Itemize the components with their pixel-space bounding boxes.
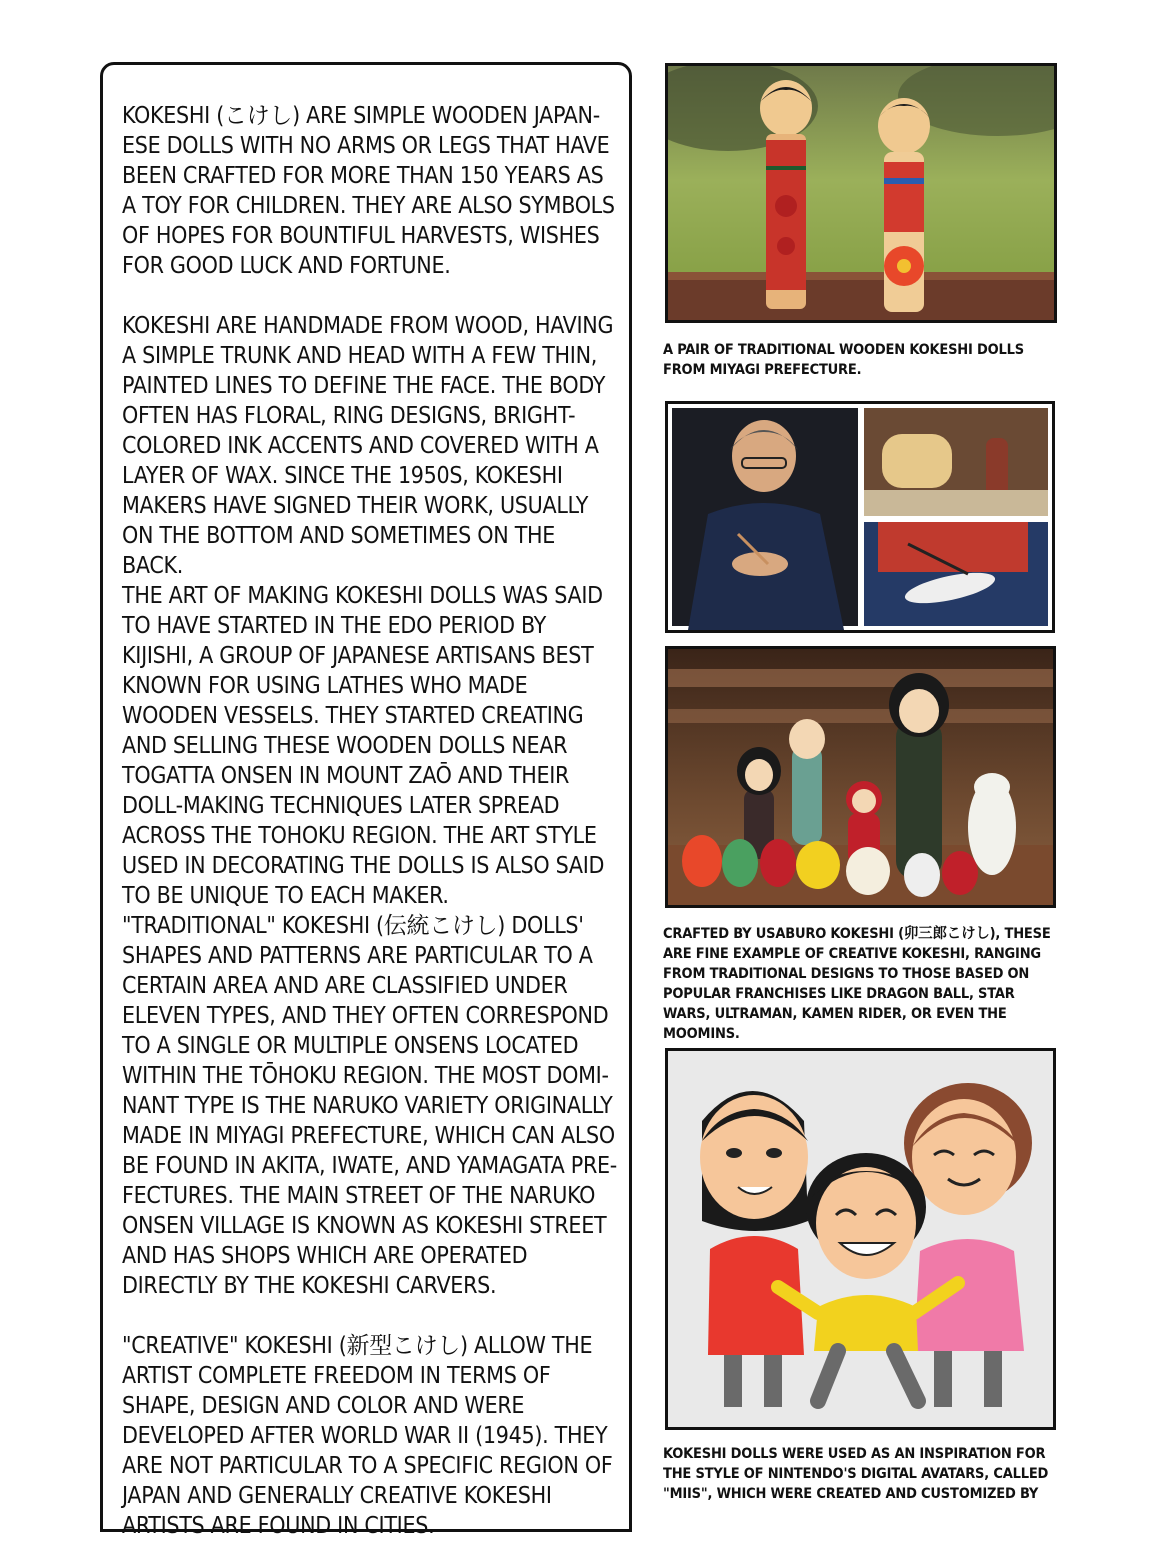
article-text-panel — [100, 62, 632, 1539]
mii-avatars-illustration — [668, 1051, 1053, 1427]
photo-traditional-kokeshi-pair — [665, 63, 1057, 323]
photo-caption: CRAFTED BY USABURO KOKESHI (卯三郎こけし), THESE ARE FINE EXAMPLE OF CREATIVE KOKESHI, RANGING FROM TRADITIONAL DESIGNS TO THOSE BASED ON POPULAR FRANCHISES LIKE DRAGON BALL, STAR WARS, ULTRAMAN, KAMEN RIDER, OR EVEN THE MOOMINS. — [663, 926, 1051, 1042]
creative-kokeshi-illustration — [668, 649, 1053, 905]
article-paragraph: "TRADITIONAL" KOKESHI (伝統こけし) DOLLS' SHAPES AND PATTERNS ARE PARTICULAR TO A CERTAIN AREA AND ARE CLASSIFIED UNDER ELEVEN TYPES, AND THEY OFTEN CORRESPOND TO A SINGLE OR MULTIPLE ONSENS LOCATED WITHIN THE TŌHOKU REGION. THE MOST DOMI- NANT TYPE IS THE NARUKO VARIETY ORIGINALLY MADE IN MIYAGI PREFECTURE, WHICH CAN ALSO BE FOUND IN AKITA, IWATE, AND YAMAGATA PRE- FECTURES. THE MAIN STREET OF THE NARUKO ONSEN VILLAGE IS KNOWN AS KOKESHI STREET AND HAS SHOPS WHICH ARE OPERATED DIRECTLY BY THE KOKESHI CARVERS. — [122, 913, 617, 1299]
photo-kokeshi-artisan-collage — [665, 401, 1055, 633]
artisan-collage-illustration — [668, 404, 1052, 630]
photo-caption: A PAIR OF TRADITIONAL WOODEN KOKESHI DOLLS FROM MIYAGI PREFECTURE. — [663, 342, 1024, 378]
article-paragraph: "CREATIVE" KOKESHI (新型こけし) ALLOW THE ARTIST COMPLETE FREEDOM IN TERMS OF SHAPE, DESIGN AND COLOR AND WERE DEVELOPED AFTER WORLD WAR II (1945). THEY ARE NOT PARTICULAR TO A SPECIFIC REGION OF JAPAN AND GENERALLY CREATIVE KOKESHI ARTISTS ARE FOUND IN CITIES. — [122, 1333, 613, 1539]
article-paragraph: THE ART OF MAKING KOKESHI DOLLS WAS SAID TO HAVE STARTED IN THE EDO PERIOD BY KIJISHI, A GROUP OF JAPANESE ARTISANS BEST KNOWN FOR USING LATHES WHO MADE WOODEN VESSELS. THEY STARTED CREATING AND SELLING THESE WOODEN DOLLS NEAR TOGATTA ONSEN IN MOUNT ZAŌ AND THEIR DOLL-MAKING TECHNIQUES LATER SPREAD ACROSS THE TOHOKU REGION. THE ART STYLE USED IN DECORATING THE DOLLS IS ALSO SAID TO BE UNIQUE TO EACH MAKER. — [122, 583, 605, 909]
photo-creative-kokeshi-collection — [665, 646, 1056, 908]
kokeshi-pair-illustration — [668, 66, 1054, 320]
photo-caption: KOKESHI DOLLS WERE USED AS AN INSPIRATION FOR THE STYLE OF NINTENDO'S DIGITAL AVATARS, CALLED "MIIS", WHICH WERE CREATED AND CUSTOMIZED BY — [663, 1446, 1049, 1502]
photo-nintendo-mii-avatars — [665, 1048, 1056, 1430]
article-paragraph: KOKESHI ARE HANDMADE FROM WOOD, HAVING A SIMPLE TRUNK AND HEAD WITH A FEW THIN, PAINTED LINES TO DEFINE THE FACE. THE BODY OFTEN HAS FLORAL, RING DESIGNS, BRIGHT- COLORED INK ACCENTS AND COVERED WITH A LAYER OF WAX. SINCE THE 1950S, KOKESHI MAKERS HAVE SIGNED THEIR WORK, USUALLY ON THE BOTTOM AND SOMETIMES ON THE BACK. — [122, 313, 614, 579]
article-paragraph: KOKESHI (こけし) ARE SIMPLE WOODEN JAPAN- ESE DOLLS WITH NO ARMS OR LEGS THAT HAVE BEEN CRAFTED FOR MORE THAN 150 YEARS AS A TOY FOR CHILDREN. THEY ARE ALSO SYMBOLS OF HOPES FOR BOUNTIFUL HARVESTS, WISHES FOR GOOD LUCK AND FORTUNE. — [122, 103, 615, 279]
